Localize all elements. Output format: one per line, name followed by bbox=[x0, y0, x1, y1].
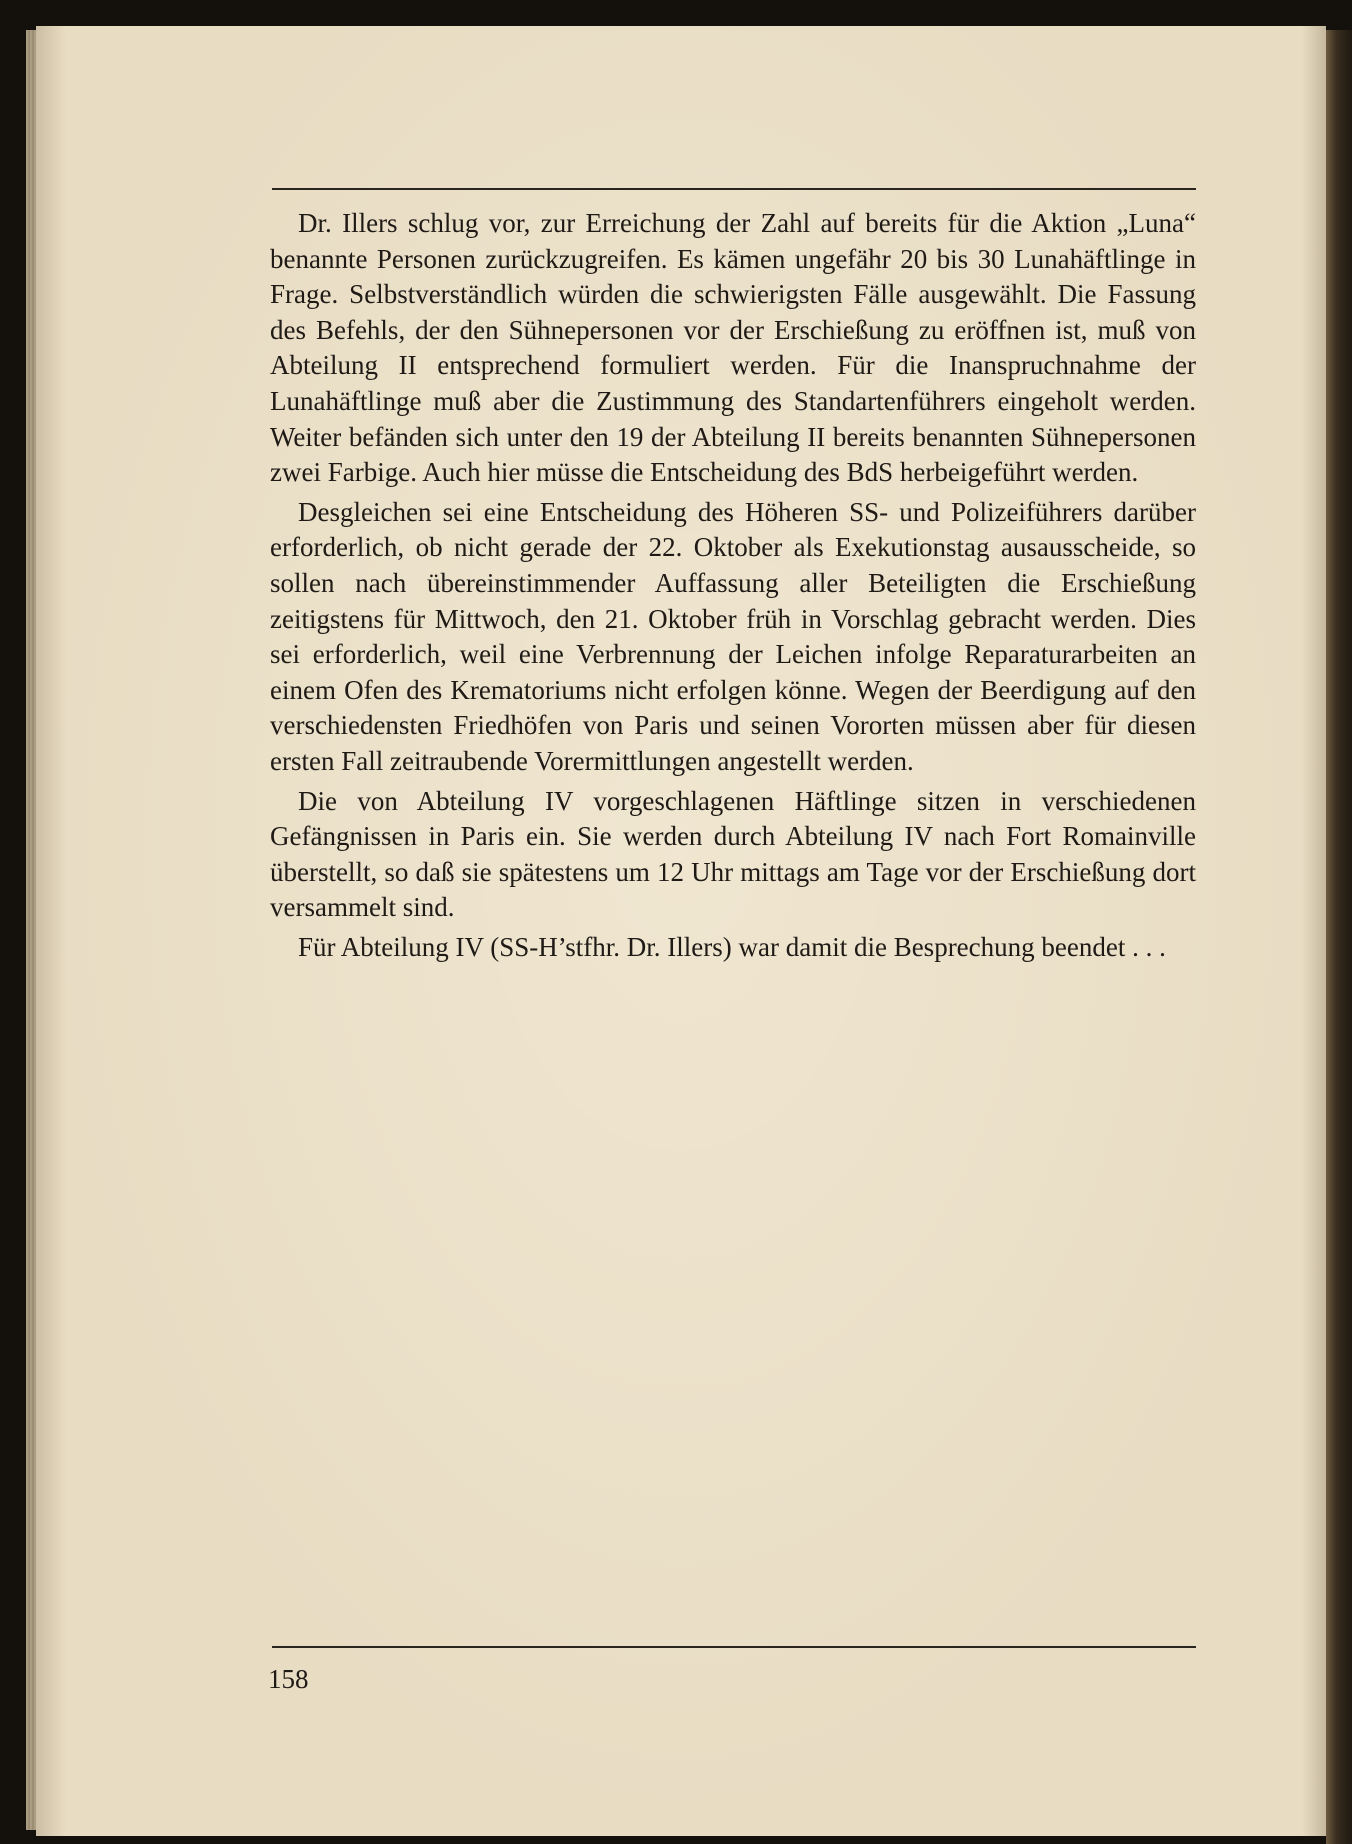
body-text bbox=[270, 206, 1196, 969]
paragraph-2: Desgleichen sei eine Entscheidung des Höheren SS- und Polizeiführers darüber erforderlich, ob nicht gerade der 22. Oktober als Exekutionstag ausausscheide, so sollen nach übereinstimmender Auffassung aller Beteiligten die Erschießung zeitigstens für Mittwoch, den 21. Oktober früh in Vorschlag gebracht werden. Dies sei erforderlich, weil eine Verbrennung der Leichen infolge Reparaturarbeiten an einem Ofen des Krematoriums nicht erfolgen könne. Wegen der Beerdigung auf den verschiedensten Friedhöfen von Paris und seinen Vororten müssen aber für diesen ersten Fall zeitraubende Vorermittlungen angestellt werden. bbox=[270, 496, 1196, 776]
page-number: 158 bbox=[268, 1664, 309, 1694]
footer-rule bbox=[272, 1646, 1196, 1648]
paragraph-4: Für Abteilung IV (SS-H’stfhr. Dr. Illers) war damit die Besprechung beendet . . . bbox=[298, 931, 1166, 962]
paragraph-3: Die von Abteilung IV vorgeschlagenen Häftlinge sitzen in verschiedenen Gefängnissen in Paris ein. Sie werden durch Abteilung IV nach Fort Romainville überstellt, so daß sie spätestens um 12 Uhr mittags am Tage vor der Erschießung dort versammelt sind. bbox=[270, 785, 1196, 923]
paragraph-1: Dr. Illers schlug vor, zur Erreichung der Zahl auf bereits für die Aktion „Luna“ benannte Personen zurückzugreifen. Es kämen ungefähr 20 bis 30 Lunahäftlinge in Frage. Selbstverständlich würden die schwierigsten Fälle ausgewählt. Die Fassung des Befehls, der den Sühnepersonen vor der Erschießung zu eröffnen ist, muß von Abteilung II entsprechend formuliert werden. Für die Inanspruchnahme der Lunahäftlinge muß aber die Zustimmung des Standartenführers eingeholt werden. Weiter befänden sich unter den 19 der Abteilung II bereits benannten Sühnepersonen zwei Farbige. Auch hier müsse die Entscheidung des BdS herbeigeführt werden. bbox=[270, 208, 1196, 488]
book-spine-shadow bbox=[1326, 30, 1352, 1844]
header-rule bbox=[272, 188, 1196, 190]
